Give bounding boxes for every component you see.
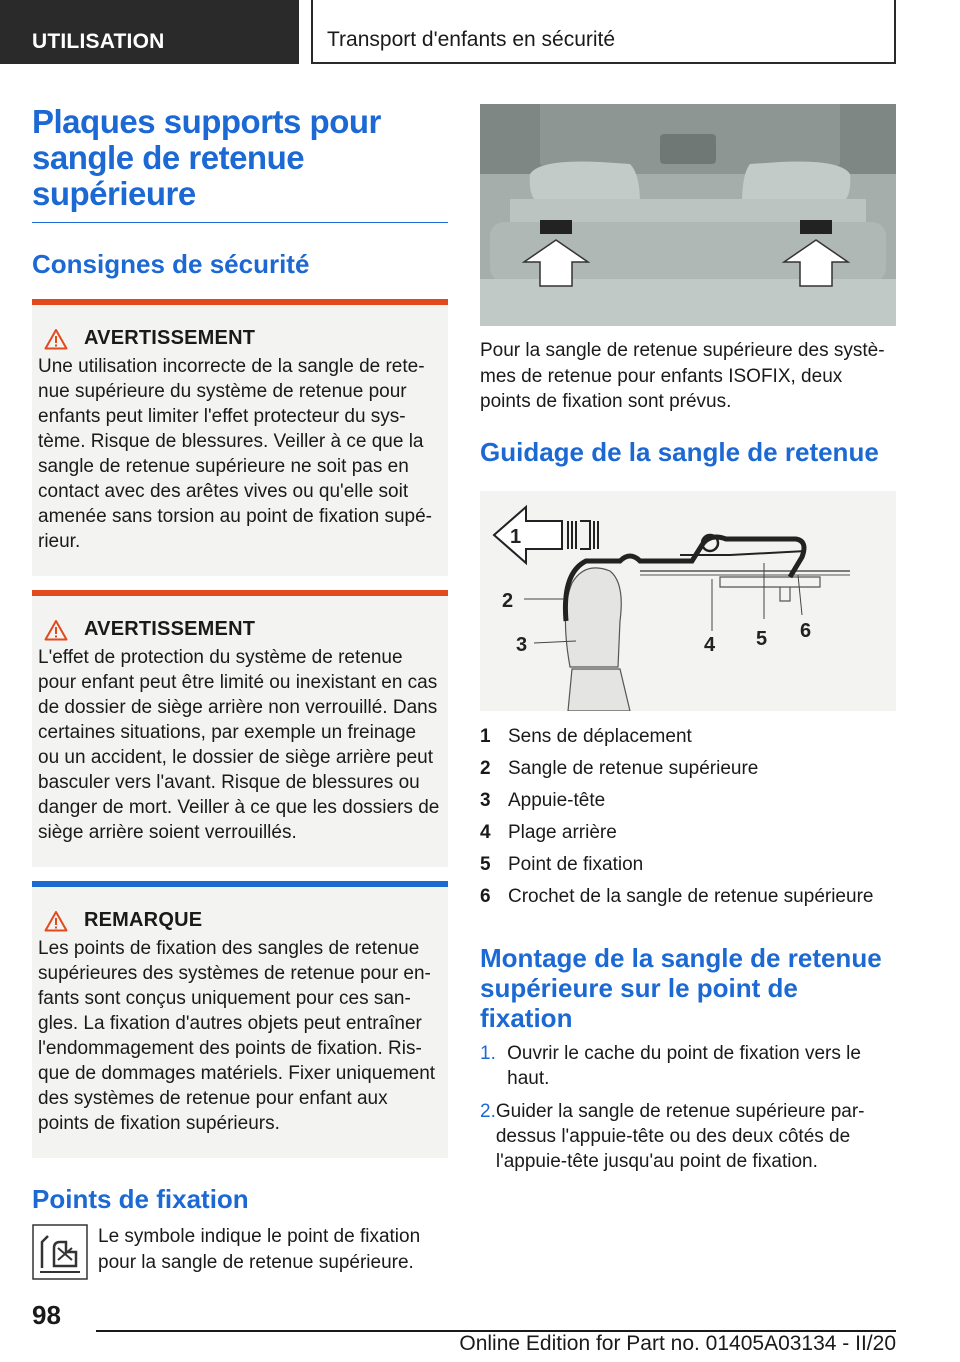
photo-caption: Pour la sangle de retenue supérieure des systè-mes de retenue pour enfants ISOFIX, deux points de fixation sont prévus. xyxy=(480,340,885,412)
legend-item: 2 Sangle de retenue supérieure xyxy=(480,757,759,779)
section-label: UTILISATION xyxy=(32,30,165,53)
legend-item: 4 Plage arrière xyxy=(480,821,617,843)
safety-heading: Consignes de sécurité xyxy=(32,249,310,279)
guide-heading: Guidage de la sangle de retenue xyxy=(480,436,879,467)
warning-triangle-icon xyxy=(44,619,68,641)
diagram-label-3: 3 xyxy=(516,633,528,656)
warning-triangle-icon xyxy=(44,328,68,350)
points-heading: Points de fixation xyxy=(32,1184,249,1214)
warning-bar xyxy=(32,590,448,596)
section-tab xyxy=(0,0,299,64)
notice-text: Une utilisation incorrecte de la sangle de rete-nue supérieure du système de retenue pour enfants peut limiter l'effet protecteur du sys-tème. Risque de blessures. Veiller à ce que la sangle de retenue supérieure ne soit pas en contact avec des arêtes vives ou qu'elle soit amenée sans torsion au point de fixation supé-rieur. xyxy=(38,356,432,552)
chapter-tab xyxy=(311,0,896,64)
strap-guide-diagram xyxy=(480,491,896,711)
legend-item: 6 Crochet de la sangle de retenue supérieure xyxy=(480,885,874,907)
notice-title: REMARQUE xyxy=(84,909,203,931)
points-text: Le symbole indique le point de fixation pour la sangle de retenue supérieure. xyxy=(98,1226,421,1273)
car-interior-photo xyxy=(480,104,896,326)
diagram-label-4: 4 xyxy=(704,633,716,656)
notice-title: AVERTISSEMENT xyxy=(84,618,256,640)
points-row xyxy=(32,1224,448,1280)
legend-item: 3 Appuie-tête xyxy=(480,789,606,811)
warning-bar xyxy=(32,299,448,305)
warning-triangle-icon xyxy=(44,910,68,932)
diagram-label-6: 6 xyxy=(800,619,812,642)
notice-title: AVERTISSEMENT xyxy=(84,327,256,349)
remark-bar xyxy=(32,881,448,887)
diagram-label-2: 2 xyxy=(502,589,514,612)
mount-heading: Montage de la sangle de retenue supérieure sur le point de fixation xyxy=(480,942,882,1033)
steps-list xyxy=(480,1041,896,1174)
page-number: 98 xyxy=(32,1300,61,1330)
right-column xyxy=(480,104,896,1182)
edition-text: Online Edition for Part no. 01405A03134 - II/20 xyxy=(459,1332,896,1355)
left-column xyxy=(32,104,448,1280)
step-item: 1. Ouvrir le cache du point de fixation vers le haut. xyxy=(480,1042,861,1089)
diagram-label-5: 5 xyxy=(756,627,768,650)
diagram-label-1: 1 xyxy=(510,525,522,548)
anchor-symbol-icon xyxy=(32,1224,88,1280)
remark-notice xyxy=(32,881,448,1158)
chapter-label: Transport d'enfants en sécurité xyxy=(327,28,616,51)
page-title: Plaques supports pour sangle de retenue supérieure xyxy=(32,104,448,223)
legend-item: 1 Sens de déplacement xyxy=(480,725,692,747)
step-item: 2. Guider la sangle de retenue supérieure par-dessus l'appuie-tête ou des deux côtés de l'appuie-tête jusqu'au point de fixation. xyxy=(480,1100,865,1172)
warning-notice-1 xyxy=(32,299,448,576)
warning-notice-2 xyxy=(32,590,448,867)
legend-item: 5 Point de fixation xyxy=(480,853,644,875)
notice-text: L'effet de protection du système de retenue pour enfant peut être limité ou inexistant en cas de dossier de siège arrière non verrouillé. Dans certaines situations, par exemple un freinage ou un accident, le dossier de siège arrière peut basculer vers l'avant. Risque de blessures ou danger de mort. Veiller à ce que les dossiers de siège arrière soient verrouillés. xyxy=(38,647,440,843)
notice-text: Les points de fixation des sangles de retenue supérieures des systèmes de retenue pour en-fants sont conçus uniquement pour ces san-gles. La fixation d'autres objets peut entraîner l'endommagement des points de fixation. Ris-que de dommages matériels. Fixer uniquement des systèmes de retenue pour enfant aux points de fixation supérieurs. xyxy=(38,938,436,1134)
legend-list xyxy=(480,721,896,913)
